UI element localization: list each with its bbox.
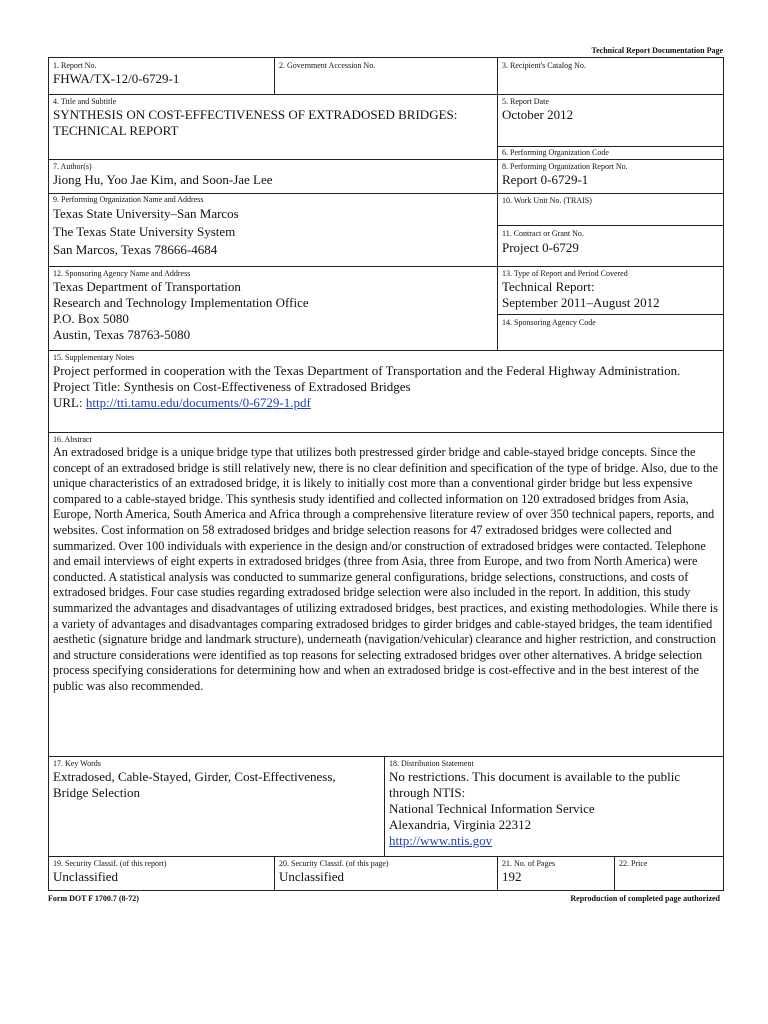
field-key-words xyxy=(53,759,381,801)
field-authors xyxy=(53,162,493,188)
org-line: San Marcos, Texas 78666-4684 xyxy=(53,242,218,257)
field-label: 1. Report No. xyxy=(53,61,97,70)
field-label: 18. Distribution Statement xyxy=(389,759,474,768)
field-org-code xyxy=(502,148,720,158)
divider xyxy=(384,756,385,856)
report-period: September 2011–August 2012 xyxy=(502,295,660,310)
report-title: SYNTHESIS ON COST-EFFECTIVENESS OF EXTRADOSED BRIDGES: TECHNICAL REPORT xyxy=(53,107,458,138)
sponsor-line: Research and Technology Implementation Office xyxy=(53,295,309,310)
report-type-line: Technical Report: xyxy=(502,279,595,294)
field-label: 4. Title and Subtitle xyxy=(53,97,117,106)
divider xyxy=(274,856,275,890)
sponsor-line: Austin, Texas 78763-5080 xyxy=(53,327,191,342)
field-label: 7. Author(s) xyxy=(53,162,92,171)
field-label: 15. Supplementary Notes xyxy=(53,353,135,362)
field-label: 16. Abstract xyxy=(53,435,92,444)
field-sponsor-code xyxy=(502,318,720,328)
divider xyxy=(49,193,723,194)
distribution-line: No restrictions. This document is available to the public xyxy=(389,769,681,784)
org-line: The Texas State University System xyxy=(53,224,236,239)
contract-number: Project 0-6729 xyxy=(502,240,579,255)
form-number: Form DOT F 1700.7 (8-72) xyxy=(48,894,139,903)
distribution-line: National Technical Information Service xyxy=(389,801,595,816)
divider xyxy=(49,159,723,160)
field-report-date xyxy=(502,97,720,123)
report-documentation-form xyxy=(48,57,724,891)
field-label: 2. Government Accession No. xyxy=(279,61,376,70)
distribution-line: through NTIS: xyxy=(389,785,466,800)
field-supplementary xyxy=(53,353,719,411)
divider xyxy=(497,58,498,350)
key-words-line: Extradosed, Cable-Stayed, Girder, Cost-Effectiveness, xyxy=(53,769,336,784)
field-security-report xyxy=(53,859,271,885)
field-work-unit xyxy=(502,196,720,206)
field-label: 9. Performing Organization Name and Address xyxy=(53,195,204,204)
divider xyxy=(274,58,275,94)
field-contract xyxy=(502,229,720,256)
field-distribution xyxy=(389,759,721,849)
reproduction-note: Reproduction of completed page authorized xyxy=(570,894,720,903)
field-title xyxy=(53,97,493,139)
divider xyxy=(49,94,723,95)
field-sponsor xyxy=(53,269,493,343)
field-label: 12. Sponsoring Agency Name and Address xyxy=(53,269,191,278)
field-label: 14. Sponsoring Agency Code xyxy=(502,318,596,327)
field-pages xyxy=(502,859,610,885)
key-words-line: Bridge Selection xyxy=(53,785,141,800)
page-header: Technical Report Documentation Page xyxy=(591,46,723,55)
report-date: October 2012 xyxy=(502,107,574,122)
report-url-link[interactable]: http://tti.tamu.edu/documents/0-6729-1.pdf xyxy=(85,395,311,410)
org-line: Texas State University–San Marcos xyxy=(53,206,239,221)
field-label: 8. Performing Organization Report No. xyxy=(502,162,628,171)
report-number: FHWA/TX-12/0-6729-1 xyxy=(53,71,180,86)
supplementary-url-line xyxy=(53,395,719,411)
field-label: 6. Performing Organization Code xyxy=(502,148,609,157)
field-label: 19. Security Classif. (of this report) xyxy=(53,859,167,868)
field-abstract xyxy=(53,435,721,695)
divider xyxy=(49,350,723,351)
field-report-no xyxy=(53,61,271,87)
sponsor-line: P.O. Box 5080 xyxy=(53,311,129,326)
security-page-value: Unclassified xyxy=(279,869,344,884)
page-count: 192 xyxy=(502,869,522,884)
divider xyxy=(49,266,723,267)
supplementary-note: Project performed in cooperation with the Texas Department of Transportation and the Federal Highway Administration. xyxy=(53,363,681,378)
sponsor-line: Texas Department of Transportation xyxy=(53,279,241,294)
project-title: Project Title: Synthesis on Cost-Effectiveness of Extradosed Bridges xyxy=(53,379,411,394)
field-label: 11. Contract or Grant No. xyxy=(502,229,584,238)
field-gov-accession xyxy=(279,61,493,71)
field-label: 20. Security Classif. (of this page) xyxy=(279,859,389,868)
field-price xyxy=(619,859,719,869)
field-label: 5. Report Date xyxy=(502,97,549,106)
divider xyxy=(497,225,723,226)
org-report-number: Report 0-6729-1 xyxy=(502,172,589,187)
field-report-type xyxy=(502,269,720,311)
url-prefix: URL: xyxy=(53,395,86,410)
divider xyxy=(49,756,723,757)
abstract-text: An extradosed bridge is a unique bridge type that utilizes both prestressed girder bridge and cable-stayed bridge concepts. Since the concept of an extradosed bridge is still relatively new, there is no clear definition and specification of the type of bridge. Also, due to the unique characteristics of an extradosed bridge, it is likely to initially cost more than a conventional girder bridge but less expensive compared to a cable-stayed bridge. This synthesis study identified and collected information on 120 extradosed bridges from Asia, Europe, North America, South America and Africa through a comprehensive literature review of over 350 technical papers, reports, and websites. Cost information on 58 extradosed bridges and bridge selection reasons for 47 extradosed bridges were collected and summarized. Over 100 individuals with experience in the design and/or construction of extradosed bridges were contacted. Telephone and email interviews of eight experts in extradosed bridges (three from Asia, three from Europe, and two from North America) were conducted. A statistical analysis was conducted to summarize general configurations, bridge selections, constructions, and costs of extradosed bridges. Four case studies regarding extradosed bridge selection were also included in the report. In addition, this study summarized the advantages and disadvantages of utilizing extradosed bridges, best practices, and existing methodologies. While there is a variety of advantages and disadvantages comparing extradosed bridges to girder bridges and cable-stayed bridges, the team identified aesthetic (signature bridge and landmark structure), underneath (navigation/vehicular) clearance and higher restriction, and construction and structure considerations were identified as top reasons for selecting extradosed bridges over other alternatives. A bridge selection process specifying considerations for determining how and when an extradosed bridge is cost-effective and in the best interest of the public was also recommended. xyxy=(53,445,718,693)
field-catalog xyxy=(502,61,720,71)
field-label: 10. Work Unit No. (TRAIS) xyxy=(502,196,592,205)
distribution-line: Alexandria, Virginia 22312 xyxy=(389,817,532,832)
divider xyxy=(497,856,498,890)
divider xyxy=(49,432,723,433)
field-label: 3. Recipient's Catalog No. xyxy=(502,61,586,70)
security-report-value: Unclassified xyxy=(53,869,118,884)
field-security-page xyxy=(279,859,493,885)
field-org-report xyxy=(502,162,720,188)
field-label: 17. Key Words xyxy=(53,759,101,768)
ntis-link[interactable]: http://www.ntis.gov xyxy=(389,833,493,848)
authors: Jiong Hu, Yoo Jae Kim, and Soon-Jae Lee xyxy=(53,172,273,187)
field-label: 22. Price xyxy=(619,859,648,868)
field-label: 13. Type of Report and Period Covered xyxy=(502,269,628,278)
divider xyxy=(614,856,615,890)
divider xyxy=(497,146,723,147)
divider xyxy=(497,314,723,315)
field-performing-org xyxy=(53,195,493,258)
divider xyxy=(49,856,723,857)
field-label: 21. No. of Pages xyxy=(502,859,556,868)
